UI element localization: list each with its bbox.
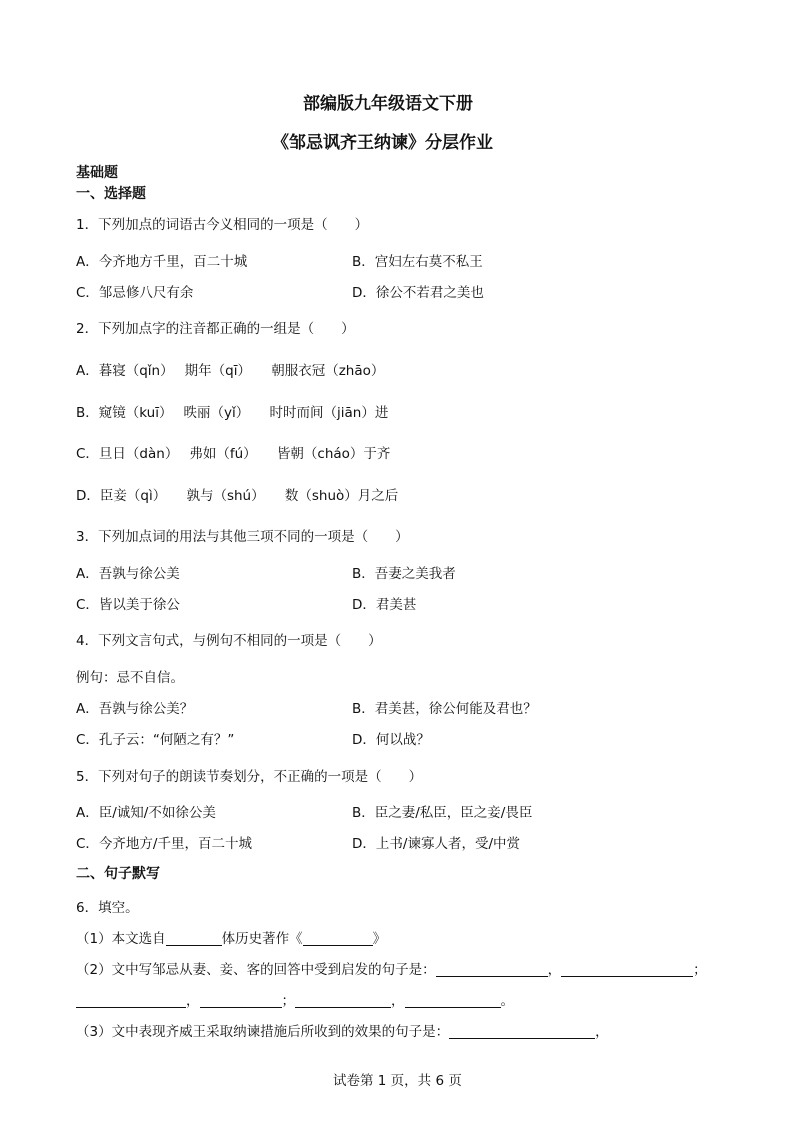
- question-4-option-c: C．孔子云：“何陋之有？”: [76, 732, 235, 748]
- question-5-option-d: D．上书/谏寡人者，受/中赏: [352, 836, 520, 852]
- question-3-option-b: B．吾妻之美我者: [352, 566, 456, 582]
- question-1-option-d: D．徐公不若君之美也: [352, 285, 484, 301]
- answer-blank[interactable]: [200, 993, 282, 1008]
- punct-comma: ，: [391, 993, 405, 1009]
- question-6-line-2: [76, 958, 707, 978]
- part2-heading: 二、句子默写: [76, 866, 160, 882]
- punct-comma: ，: [547, 962, 562, 978]
- answer-blank[interactable]: [561, 962, 693, 977]
- question-3-option-d: D．君美甚: [352, 597, 417, 613]
- q6-s1-prefix: （1）本文选自: [76, 931, 166, 947]
- punct-comma: ，: [186, 993, 200, 1009]
- question-4-option-d: D．何以战？: [352, 732, 430, 748]
- answer-blank[interactable]: [303, 931, 373, 946]
- answer-blank[interactable]: [405, 993, 501, 1008]
- question-3-option-a: A．吾孰与徐公美: [76, 566, 180, 582]
- answer-blank[interactable]: [76, 993, 186, 1008]
- question-4-stem: 4．下列文言句式，与例句不相同的一项是（ ）: [76, 633, 382, 649]
- answer-blank[interactable]: [166, 931, 222, 946]
- question-5-option-b: B．臣之妻/私臣，臣之妾/畏臣: [352, 805, 533, 821]
- question-1-option-b: B．宫妇左右莫不私王: [352, 254, 483, 270]
- question-2-option-d: D．臣妾（qì） 孰与（shú） 数（shuò）月之后: [76, 488, 399, 504]
- question-2-option-b: B．窥镜（kuī） 昳丽（yǐ） 时时而间（jiān）进: [76, 405, 389, 421]
- question-1-stem: 1．下列加点的词语古今义相同的一项是（ ）: [76, 217, 369, 233]
- document-title: 部编版九年级语文下册: [303, 94, 473, 114]
- question-5-stem: 5．下列对句子的朗读节奏划分，不正确的一项是（ ）: [76, 769, 423, 785]
- answer-blank[interactable]: [295, 993, 391, 1008]
- question-1-option-a: A．今齐地方千里，百二十城: [76, 254, 248, 270]
- question-3-option-c: C．皆以美于徐公: [76, 597, 180, 613]
- page-footer: 试卷第 1 页，共 6 页: [333, 1073, 462, 1089]
- question-2-stem: 2．下列加点字的注音都正确的一组是（ ）: [76, 321, 355, 337]
- question-6-stem: 6．填空。: [76, 900, 139, 916]
- part1-heading: 一、选择题: [76, 186, 146, 202]
- answer-blank[interactable]: [449, 1024, 595, 1039]
- question-4-example: 例句：忌不自信。: [76, 670, 184, 686]
- q6-s1-middle: 体历史著作《: [221, 931, 303, 947]
- punct-semicolon: ；: [693, 962, 707, 978]
- question-6-line-1: [76, 927, 386, 947]
- question-6-line-3: [76, 1020, 609, 1040]
- q6-s3-prefix: （3）文中表现齐威王采取纳谏措施后所收到的效果的句子是：: [76, 1024, 450, 1040]
- punct-period: 。: [500, 993, 514, 1009]
- question-1-option-c: C．邹忌修八尺有余: [76, 285, 194, 301]
- question-4-option-b: B．君美甚，徐公何能及君也？: [352, 701, 537, 717]
- question-5-option-c: C．今齐地方/千里，百二十城: [76, 836, 252, 852]
- question-5-option-a: A．臣/诚知/不如徐公美: [76, 805, 216, 821]
- question-2-option-a: A．暮寝（qǐn） 期年（qī） 朝服衣冠（zhāo）: [76, 363, 385, 379]
- answer-blank[interactable]: [436, 962, 548, 977]
- punct-comma: ，: [595, 1024, 609, 1040]
- q6-s1-suffix: 》: [372, 931, 387, 947]
- question-3-stem: 3．下列加点词的用法与其他三项不同的一项是（ ）: [76, 529, 409, 545]
- question-6-line-2-continued: [76, 989, 514, 1009]
- q6-s2-prefix: （2）文中写邹忌从妻、妾、客的回答中受到启发的句子是：: [76, 962, 436, 978]
- question-4-option-a: A．吾孰与徐公美？: [76, 701, 194, 717]
- punct-semicolon: ；: [281, 993, 295, 1009]
- document-subtitle: 《邹忌讽齐王纳谏》分层作业: [272, 133, 493, 153]
- question-2-option-c: C．旦日（dàn） 弗如（fú） 皆朝（cháo）于齐: [76, 446, 391, 462]
- section-label-basic: 基础题: [76, 165, 118, 181]
